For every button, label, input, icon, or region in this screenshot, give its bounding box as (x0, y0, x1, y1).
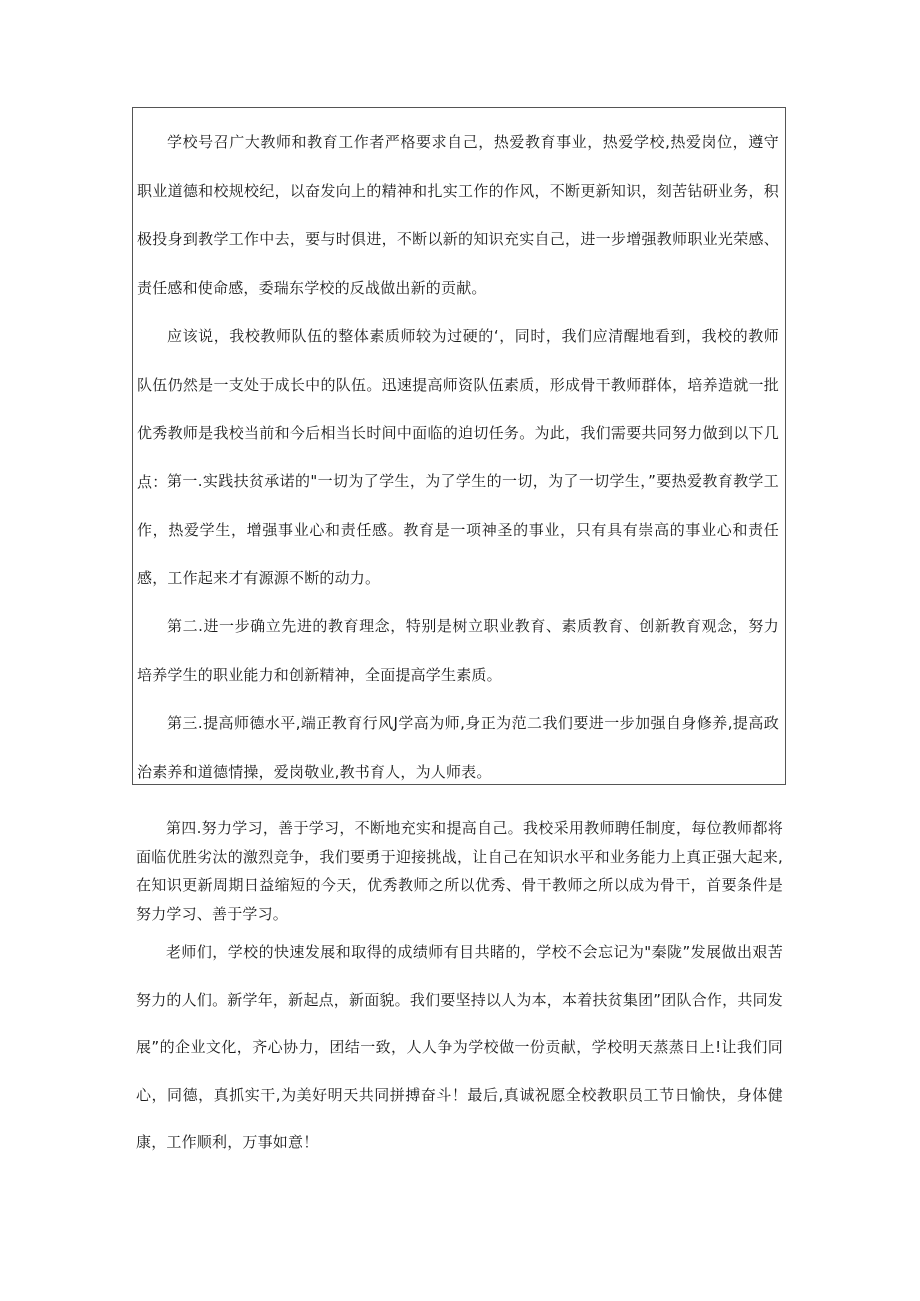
paragraph-point-four: 第四.努力学习，善于学习，不断地充实和提高自己。我校采用教师聘任制度，每位教师都将面临优胜劣汰的激烈竞争，我们要勇于迎接挑战，让自己在知识水平和业务能力上真正强大起来,在知识更新周期日益缩短的今天，优秀教师之所以优秀、骨干教师之所以成为骨干，首要条件是努力学习、善于学习。 (136, 819, 783, 923)
bordered-text-box (132, 107, 786, 785)
paragraph-point-one: 第一.实践扶贫承诺的"一切为了学生，为了学生的一切，为了一切学生，”要热爱教育教学工作，热爱学生，增强事业心和责任感。教育是一项神圣的事业，只有具有崇高的事业心和责任感，工作起来才有源源不断的动力。 (137, 472, 779, 587)
paragraph-point-two: 第二.进一步确立先进的教育理念，特别是树立职业教育、素质教育、创新教育观念，努力培养学生的职业能力和创新精神，全面提高学生素质。 (137, 617, 779, 684)
paragraph-requirements: 学校号召广大教师和教育工作者严格要求自己，热爱教育事业，热爱学校,热爱岗位，遵守职业道德和校规校纪，以奋发向上的精神和扎实工作的作风，不断更新知识，刻苦钻研业务，积极投身到教学工作中去，要与时俱进，不断以新的知识充实自己，进一步增强教师职业光荣感、责任感和使命感，委瑞东学校的反战做出新的贡献。 (137, 133, 779, 297)
paragraph-closing: 老师们，学校的快速发展和取得的成绩师有目共睹的，学校不会忘记为"秦陇”发展做出艰苦努力的人们。新学年，新起点，新面貌。我们要坚持以人为本，本着扶贫集团”团队合作，共同发展”的企业文化，齐心协力，团结一致，人人争为学校做一份贡献，学校明天蒸蒸日上!让我们同心，同德，真抓实干,为美好明天共同拼搏奋斗！最后,真诚祝愿全校教职员工节日愉快，身体健康，工作顺利，万事如意！ (136, 943, 783, 1151)
paragraph-teacher-team: 应该说，我校教师队伍的整体素质师较为过硬的‘，同时，我们应清醒地看到，我校的教师队伍仍然是一支处于成长中的队伍。迅速提高师资队伍素质，形成骨干教师群体，培养造就一批优秀教师是我校当前和今后相当长时间中面临的迫切任务。为此，我们需要共同努力做到以下几点： (137, 327, 779, 491)
paragraph-point-three: 第三.提高师德水平,端正教育行风J学高为师,身正为范二我们要进一步加强自身修养,提高政治素养和道德情操，爱岗敬业,教书育人，为人师表。 (137, 714, 779, 781)
